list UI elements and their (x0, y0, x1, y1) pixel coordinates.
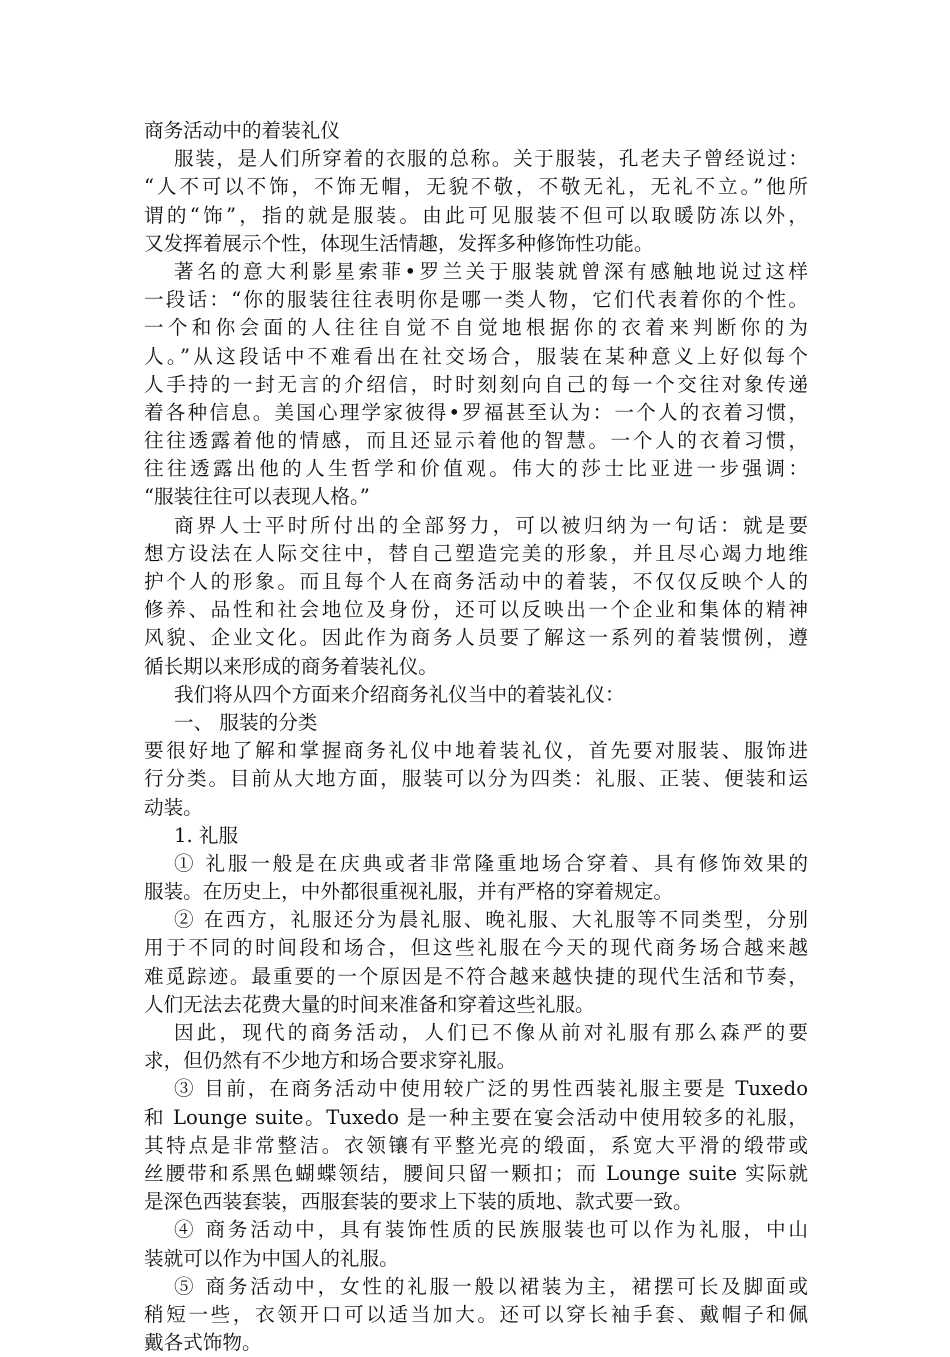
text-line: 服装，是人们所穿着的衣服的总称。关于服装，孔老夫子曾经说过： (174, 147, 808, 171)
text-line: 戴各式饰物。 (144, 1331, 262, 1355)
text-line: 和 Lounge suite。Tuxedo 是一种主要在宴会活动中使用较多的礼服， (144, 1105, 808, 1129)
text-line: ④ 商务活动中，具有装饰性质的民族服装也可以作为礼服，中山 (174, 1218, 808, 1242)
text-line: 因此，现代的商务活动，人们已不像从前对礼服有那么森严的要 (174, 1021, 808, 1044)
text-line: 动装。 (144, 795, 203, 819)
text-line: 求，但仍然有不少地方和场合要求穿礼服。 (144, 1049, 517, 1073)
text-line: 人手持的一封无言的介绍信，时时刻刻向自己的每一个交往对象传递 (144, 372, 808, 396)
text-line: 一段话：“你的服装往往表明你是哪一类人物，它们代表着你的个性。 (144, 288, 808, 312)
text-line: 人。”从这段话中不难看出在社交场合，服装在某种意义上好似每个 (144, 344, 808, 368)
text-line: “人不可以不饰，不饰无帽，无貌不敬，不敬无礼，无礼不立。”他所 (144, 175, 808, 199)
text-line: 商界人士平时所付出的全部努力，可以被归纳为一句话：就是要 (174, 513, 808, 537)
text-line: 想方设法在人际交往中，替自己塑造完美的形象，并且尽心竭力地维 (144, 541, 808, 565)
text-line: 谓的“饰”，指的就是服装。由此可见服装不但可以取暖防冻以外， (144, 203, 808, 227)
text-line: 装就可以作为中国人的礼服。 (144, 1246, 399, 1270)
text-line: 一个和你会面的人往往自觉不自觉地根据你的衣着来判断你的为 (144, 316, 808, 340)
text-line: 往往透露着他的情感，而且还显示着他的智慧。一个人的衣着习惯， (144, 429, 808, 453)
text-line: 我们将从四个方面来介绍商务礼仪当中的着装礼仪： (174, 682, 625, 706)
text-line: 丝腰带和系黑色蝴蝶领结，腰间只留一颗扣；而 Lounge suite 实际就 (144, 1161, 808, 1185)
text-line: ⑤ 商务活动中，女性的礼服一般以裙装为主，裙摆可长及脚面或 (174, 1274, 808, 1298)
text-line: 要很好地了解和掌握商务礼仪中地着装礼仪，首先要对服装、服饰进 (144, 739, 808, 763)
document-page (144, 117, 808, 1357)
text-line: 1. 礼服 (174, 823, 239, 847)
text-line: 又发挥着展示个性，体现生活情趣，发挥多种修饰性功能。 (144, 231, 654, 255)
document-title: 商务活动中的着装礼仪 (144, 119, 340, 142)
text-line: 人们无法去花费大量的时间来准备和穿着这些礼服。 (144, 992, 595, 1016)
text-line: 用于不同的时间段和场合，但这些礼服在今天的现代商务场合越来越 (144, 936, 808, 960)
text-line: 循长期以来形成的商务着装礼仪。 (144, 654, 438, 678)
text-line: 修养、品性和社会地位及身份，还可以反映出一个企业和集体的精神 (144, 598, 808, 622)
text-line: 著名的意大利影星索菲•罗兰关于服装就曾深有感触地说过这样 (174, 259, 808, 283)
text-line: 其特点是非常整洁。衣领镶有平整光亮的缎面，系宽大平滑的缎带或 (144, 1133, 808, 1157)
text-line: 稍短一些，衣领开口可以适当加大。还可以穿长袖手套、戴帽子和佩 (144, 1302, 808, 1326)
text-line: “服装往往可以表现人格。” (144, 485, 370, 509)
text-line: 着各种信息。美国心理学家彼得•罗福甚至认为：一个人的衣着习惯， (144, 400, 808, 424)
text-line: 风貌、企业文化。因此作为商务人员要了解这一系列的着装惯例，遵 (144, 626, 808, 650)
text-line: 行分类。目前从大地方面，服装可以分为四类：礼服、正装、便装和运 (144, 767, 808, 791)
text-line: ③ 目前，在商务活动中使用较广泛的男性西装礼服主要是 Tuxedo (174, 1077, 808, 1101)
text-line: 护个人的形象。而且每个人在商务活动中的着装，不仅仅反映个人的 (144, 570, 808, 593)
text-line: 难觅踪迹。最重要的一个原因是不符合越来越快捷的现代生活和节奏， (144, 964, 808, 988)
text-line: 一、 服装的分类 (174, 710, 318, 734)
text-line: 往往透露出他的人生哲学和价值观。伟大的莎士比亚进一步强调： (144, 457, 808, 481)
text-line: 服装。在历史上，中外都很重视礼服，并有严格的穿着规定。 (144, 880, 674, 904)
text-line: ② 在西方，礼服还分为晨礼服、晚礼服、大礼服等不同类型，分别 (174, 908, 808, 932)
text-line: 是深色西装套装，西服套装的要求上下装的质地、款式要一致。 (144, 1190, 693, 1214)
text-line: ① 礼服一般是在庆典或者非常隆重地场合穿着、具有修饰效果的 (174, 851, 808, 875)
